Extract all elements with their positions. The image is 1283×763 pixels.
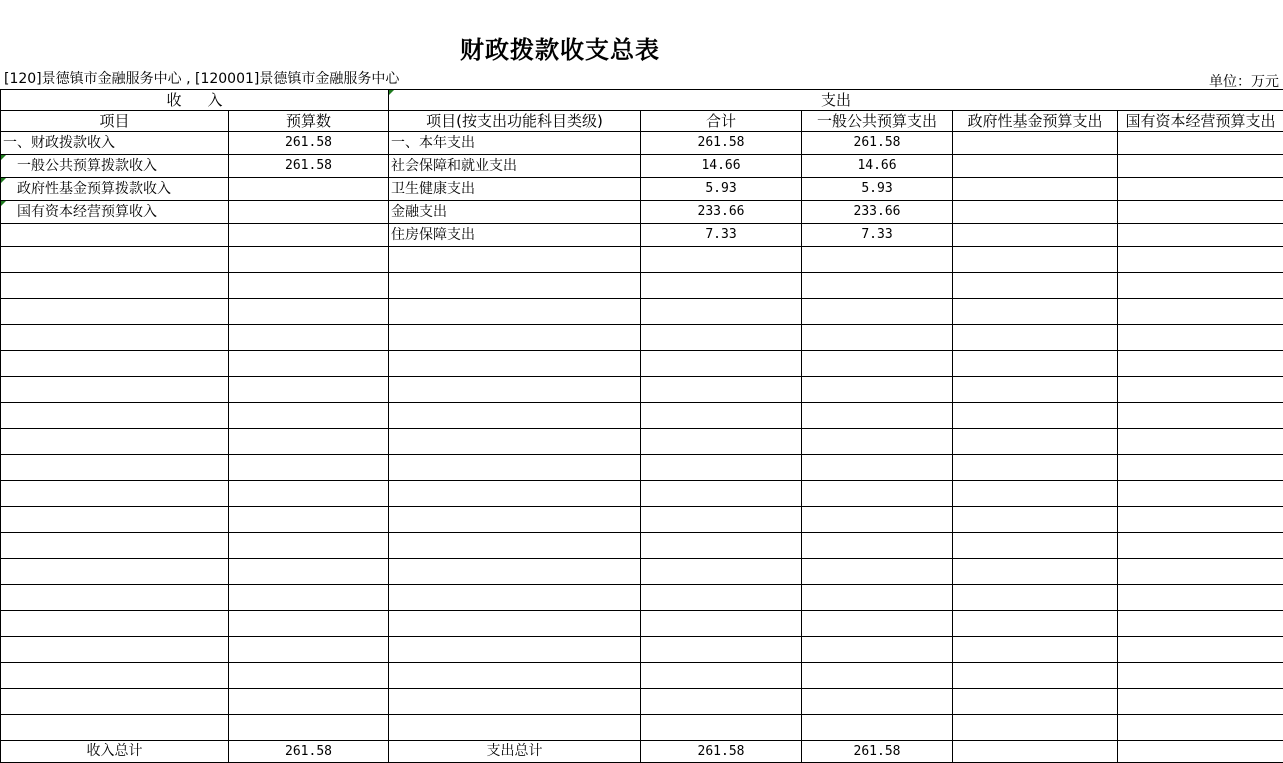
col-header-fund-budget: 政府性基金预算支出 xyxy=(953,111,1118,132)
empty-row xyxy=(1,507,1283,533)
col-header-general-budget: 一般公共预算支出 xyxy=(802,111,953,132)
empty-cell xyxy=(229,481,389,507)
total-cell: 261.58 xyxy=(641,132,802,155)
state-capital-cell xyxy=(1118,132,1283,155)
empty-cell xyxy=(641,507,802,533)
empty-cell xyxy=(802,585,953,611)
empty-row xyxy=(1,611,1283,637)
empty-cell xyxy=(953,351,1118,377)
empty-cell xyxy=(641,533,802,559)
page-title: 财政拨款收支总表 xyxy=(0,30,1120,65)
empty-cell xyxy=(953,689,1118,715)
empty-cell xyxy=(641,559,802,585)
table-row xyxy=(1,155,1283,178)
empty-cell xyxy=(1118,247,1283,273)
empty-cell xyxy=(389,663,641,689)
empty-cell xyxy=(953,663,1118,689)
fund-budget-cell xyxy=(953,201,1118,224)
empty-cell xyxy=(641,637,802,663)
empty-cell xyxy=(1,351,229,377)
fund-budget-cell xyxy=(953,155,1118,178)
expense-total-label: 支出总计 xyxy=(389,741,641,763)
empty-cell xyxy=(229,559,389,585)
expense-group-header: 支出 xyxy=(389,90,1283,111)
expense-item-cell: 金融支出 xyxy=(389,201,641,224)
organization-label: [120]景德镇市金融服务中心 , [120001]景德镇市金融服务中心 xyxy=(4,68,399,88)
empty-cell xyxy=(389,507,641,533)
income-group-header: 收入 xyxy=(1,90,389,111)
empty-cell xyxy=(802,351,953,377)
empty-cell xyxy=(1118,507,1283,533)
empty-cell xyxy=(1118,481,1283,507)
empty-cell xyxy=(1118,403,1283,429)
empty-row xyxy=(1,533,1283,559)
col-header-expense-item: 项目(按支出功能科目类级) xyxy=(389,111,641,132)
empty-cell xyxy=(641,377,802,403)
expense-total-amount: 261.58 xyxy=(641,741,802,763)
empty-row xyxy=(1,481,1283,507)
income-item-cell: 一般公共预算拨款收入 xyxy=(1,155,229,178)
income-item-cell xyxy=(1,224,229,247)
empty-cell xyxy=(1,663,229,689)
empty-cell xyxy=(641,715,802,741)
empty-cell xyxy=(641,481,802,507)
empty-cell xyxy=(802,611,953,637)
empty-cell xyxy=(1118,611,1283,637)
empty-cell xyxy=(1,533,229,559)
empty-cell xyxy=(389,637,641,663)
empty-cell xyxy=(1,559,229,585)
empty-cell xyxy=(389,611,641,637)
general-budget-cell: 14.66 xyxy=(802,155,953,178)
empty-cell xyxy=(1118,533,1283,559)
empty-cell xyxy=(641,663,802,689)
income-item-cell: 一、财政拨款收入 xyxy=(1,132,229,155)
empty-cell xyxy=(1,299,229,325)
empty-cell xyxy=(1118,377,1283,403)
empty-cell xyxy=(802,247,953,273)
income-amount-cell: 261.58 xyxy=(229,132,389,155)
empty-cell xyxy=(229,377,389,403)
empty-row xyxy=(1,351,1283,377)
empty-cell xyxy=(641,299,802,325)
empty-row xyxy=(1,429,1283,455)
empty-cell xyxy=(389,403,641,429)
empty-cell xyxy=(953,715,1118,741)
fund-budget-cell xyxy=(953,178,1118,201)
state-capital-cell xyxy=(1118,201,1283,224)
empty-row xyxy=(1,559,1283,585)
empty-cell xyxy=(1118,559,1283,585)
empty-cell xyxy=(389,585,641,611)
empty-cell xyxy=(389,351,641,377)
empty-cell xyxy=(1,585,229,611)
empty-cell xyxy=(641,247,802,273)
empty-cell xyxy=(389,559,641,585)
income-total-amount: 261.58 xyxy=(229,741,389,763)
empty-cell xyxy=(953,429,1118,455)
income-amount-cell: 261.58 xyxy=(229,155,389,178)
empty-cell xyxy=(229,585,389,611)
col-header-total: 合计 xyxy=(641,111,802,132)
empty-cell xyxy=(953,507,1118,533)
empty-cell xyxy=(802,507,953,533)
group-header-row xyxy=(1,90,1283,111)
empty-row xyxy=(1,299,1283,325)
col-header-income-amount: 预算数 xyxy=(229,111,389,132)
total-cell: 233.66 xyxy=(641,201,802,224)
column-header-row xyxy=(1,111,1283,132)
empty-cell xyxy=(229,533,389,559)
empty-cell xyxy=(1,273,229,299)
empty-cell xyxy=(389,533,641,559)
empty-row xyxy=(1,585,1283,611)
empty-cell xyxy=(389,455,641,481)
expense-item-cell: 卫生健康支出 xyxy=(389,178,641,201)
empty-cell xyxy=(389,247,641,273)
empty-cell xyxy=(389,299,641,325)
empty-cell xyxy=(229,663,389,689)
empty-cell xyxy=(953,559,1118,585)
empty-cell xyxy=(1,455,229,481)
empty-cell xyxy=(1118,351,1283,377)
general-budget-cell: 261.58 xyxy=(802,132,953,155)
empty-cell xyxy=(229,689,389,715)
general-budget-cell: 7.33 xyxy=(802,224,953,247)
general-budget-total: 261.58 xyxy=(802,741,953,763)
income-item-cell: 政府性基金预算拨款收入 xyxy=(1,178,229,201)
fund-budget-cell xyxy=(953,224,1118,247)
state-capital-cell xyxy=(1118,224,1283,247)
budget-summary-table xyxy=(0,89,1283,763)
empty-cell xyxy=(953,611,1118,637)
empty-cell xyxy=(953,273,1118,299)
empty-cell xyxy=(1,715,229,741)
empty-cell xyxy=(641,689,802,715)
empty-row xyxy=(1,689,1283,715)
empty-cell xyxy=(802,715,953,741)
expense-item-cell: 住房保障支出 xyxy=(389,224,641,247)
empty-cell xyxy=(1118,585,1283,611)
empty-cell xyxy=(229,637,389,663)
general-budget-cell: 5.93 xyxy=(802,178,953,201)
empty-cell xyxy=(389,481,641,507)
empty-cell xyxy=(229,455,389,481)
empty-cell xyxy=(1,403,229,429)
empty-cell xyxy=(1118,689,1283,715)
empty-cell xyxy=(953,403,1118,429)
empty-cell xyxy=(802,533,953,559)
empty-row xyxy=(1,637,1283,663)
empty-cell xyxy=(229,299,389,325)
empty-cell xyxy=(229,325,389,351)
empty-cell xyxy=(1,611,229,637)
total-cell: 14.66 xyxy=(641,155,802,178)
empty-cell xyxy=(1,507,229,533)
expense-item-cell: 一、本年支出 xyxy=(389,132,641,155)
table-row xyxy=(1,132,1283,155)
empty-row xyxy=(1,325,1283,351)
empty-cell xyxy=(1,689,229,715)
income-amount-cell xyxy=(229,201,389,224)
empty-cell xyxy=(953,533,1118,559)
empty-cell xyxy=(802,325,953,351)
total-cell: 7.33 xyxy=(641,224,802,247)
empty-cell xyxy=(641,403,802,429)
state-capital-cell xyxy=(1118,155,1283,178)
empty-cell xyxy=(389,325,641,351)
empty-row xyxy=(1,273,1283,299)
empty-cell xyxy=(953,377,1118,403)
empty-cell xyxy=(641,611,802,637)
fund-budget-cell xyxy=(953,132,1118,155)
empty-cell xyxy=(953,585,1118,611)
empty-cell xyxy=(641,325,802,351)
empty-cell xyxy=(389,377,641,403)
empty-row xyxy=(1,455,1283,481)
empty-cell xyxy=(1,247,229,273)
empty-cell xyxy=(1,325,229,351)
empty-cell xyxy=(953,455,1118,481)
empty-cell xyxy=(229,611,389,637)
empty-row xyxy=(1,247,1283,273)
empty-cell xyxy=(1118,715,1283,741)
empty-cell xyxy=(802,663,953,689)
empty-cell xyxy=(953,481,1118,507)
empty-cell xyxy=(802,481,953,507)
empty-cell xyxy=(802,559,953,585)
col-header-income-item: 项目 xyxy=(1,111,229,132)
empty-cell xyxy=(1118,663,1283,689)
empty-row xyxy=(1,377,1283,403)
income-amount-cell xyxy=(229,224,389,247)
income-total-label: 收入总计 xyxy=(1,741,229,763)
empty-cell xyxy=(641,455,802,481)
empty-cell xyxy=(389,429,641,455)
empty-cell xyxy=(802,637,953,663)
empty-cell xyxy=(389,273,641,299)
empty-cell xyxy=(389,689,641,715)
empty-cell xyxy=(953,299,1118,325)
empty-cell xyxy=(1118,455,1283,481)
empty-cell xyxy=(1,377,229,403)
empty-cell xyxy=(953,637,1118,663)
empty-row xyxy=(1,403,1283,429)
empty-cell xyxy=(1118,273,1283,299)
empty-cell xyxy=(1,637,229,663)
empty-cell xyxy=(229,273,389,299)
empty-cell xyxy=(1118,429,1283,455)
empty-cell xyxy=(1,481,229,507)
col-header-state-capital: 国有资本经营预算支出 xyxy=(1118,111,1283,132)
empty-cell xyxy=(641,585,802,611)
empty-cell xyxy=(953,325,1118,351)
empty-cell xyxy=(229,247,389,273)
empty-cell xyxy=(953,247,1118,273)
empty-cell xyxy=(641,351,802,377)
empty-cell xyxy=(229,351,389,377)
empty-cell xyxy=(802,299,953,325)
empty-cell xyxy=(802,455,953,481)
empty-cell xyxy=(641,429,802,455)
empty-cell xyxy=(1,429,229,455)
empty-row xyxy=(1,663,1283,689)
empty-cell xyxy=(389,715,641,741)
empty-cell xyxy=(229,507,389,533)
table-row xyxy=(1,224,1283,247)
empty-cell xyxy=(802,403,953,429)
empty-cell xyxy=(802,377,953,403)
empty-cell xyxy=(229,403,389,429)
empty-cell xyxy=(229,715,389,741)
unit-label: 单位：万元 xyxy=(1209,71,1279,91)
empty-cell xyxy=(229,429,389,455)
table-row xyxy=(1,201,1283,224)
empty-row xyxy=(1,715,1283,741)
income-amount-cell xyxy=(229,178,389,201)
income-item-cell: 国有资本经营预算收入 xyxy=(1,201,229,224)
empty-cell xyxy=(802,429,953,455)
empty-cell xyxy=(1118,637,1283,663)
empty-cell xyxy=(641,273,802,299)
empty-cell xyxy=(1118,299,1283,325)
total-cell: 5.93 xyxy=(641,178,802,201)
general-budget-cell: 233.66 xyxy=(802,201,953,224)
state-capital-cell xyxy=(1118,178,1283,201)
empty-cell xyxy=(802,689,953,715)
empty-cell xyxy=(1118,325,1283,351)
expense-item-cell: 社会保障和就业支出 xyxy=(389,155,641,178)
empty-cell xyxy=(802,273,953,299)
table-row xyxy=(1,178,1283,201)
